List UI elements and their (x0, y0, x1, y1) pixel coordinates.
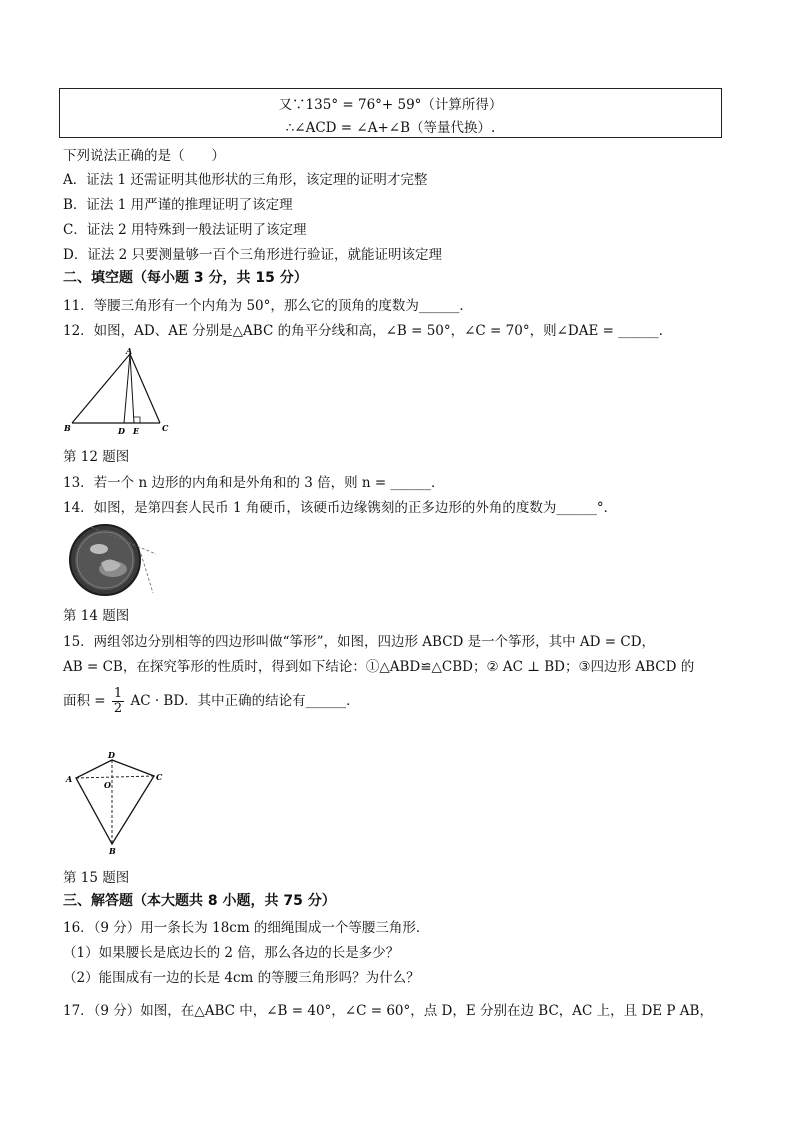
q15-label-b: B (109, 846, 116, 856)
section-2-title: 二、填空题（每小题 3 分，共 15 分） (63, 270, 308, 286)
q12-figure (62, 345, 182, 437)
q10-option-d: D．证法 2 只要测量够一百个三角形进行验证，就能证明该定理 (63, 247, 442, 263)
q12-caption: 第 12 题图 (63, 449, 130, 465)
q14-text: 14．如图，是第四套人民币 1 角硬币，该硬币边缘镌刻的正多边形的外角的度数为______°． (63, 500, 618, 516)
q10-option-c: C．证法 2 用特殊到一般法证明了该定理 (63, 222, 307, 238)
q15-caption: 第 15 题图 (63, 870, 130, 886)
q16-sub-2: （2）能围成有一边的长是 4cm 的等腰三角形吗？为什么？ (63, 970, 420, 986)
q15-label-c: C (156, 772, 163, 782)
q15-label-d: D (108, 750, 115, 760)
q15-fraction-numerator: 1 (113, 686, 123, 701)
q15-label-a: A (66, 774, 73, 784)
q15-fraction-denominator: 2 (113, 701, 123, 716)
q14-caption: 第 14 题图 (63, 608, 130, 624)
q10-option-a: A．证法 1 还需证明其他形状的三角形，该定理的证明才完整 (63, 172, 428, 188)
q12-label-b: B (64, 423, 71, 433)
section-3-title: 三、解答题（本大题共 8 小题，共 75 分） (63, 893, 336, 909)
q10-option-b: B．证法 1 用严谨的推理证明了该定理 (63, 197, 293, 213)
q16-stem: 16．（9 分）用一条长为 18cm 的细绳围成一个等腰三角形． (63, 920, 430, 936)
q12-text: 12．如图，AD、AE 分别是△ABC 的角平分线和高，∠B = 50°，∠C = 70°，则∠DAE = ______． (63, 323, 673, 339)
q12-label-c: C (162, 423, 169, 433)
q15-line-1: 15．两组邻边分别相等的四边形叫做“筝形”，如图，四边形 ABCD 是一个筝形，其中 AD = CD， (63, 634, 656, 650)
q15-line-2: AB = CB，在探究筝形的性质时，得到如下结论：①△ABD≌△CBD；② AC ⊥ BD；③四边形 ABCD 的 (63, 659, 695, 675)
proof-box (59, 88, 722, 138)
q15-line-3 (63, 687, 360, 716)
q17-text: 17．（9 分）如图，在△ABC 中，∠B = 40°，∠C = 60°，点 D，E 分别在边 BC，AC 上，且 DE P AB， (63, 1003, 713, 1019)
q12-label-a: A (126, 346, 133, 356)
q12-label-d: D (118, 426, 125, 436)
q12-label-e: E (133, 426, 140, 436)
q13-text: 13．若一个 n 边形的内角和是外角和的 3 倍，则 n = ______． (63, 475, 445, 491)
q15-fraction (112, 687, 124, 716)
q11-text: 11．等腰三角形有一个内角为 50°，那么它的顶角的度数为______． (63, 298, 473, 314)
q14-coin-image (61, 519, 159, 599)
q10-stem: 下列说法正确的是（ ） (63, 148, 225, 164)
proof-line-2: ∴∠ACD = ∠A+∠B（等量代换）. (285, 120, 496, 136)
q16-sub-1: （1）如果腰长是底边长的 2 倍，那么各边的长是多少？ (63, 945, 400, 961)
q15-figure (62, 748, 172, 858)
q15-label-o: O (104, 780, 111, 790)
q15-area-label: 面积 = (63, 693, 106, 709)
proof-line-1: 又∵135° = 76°+ 59°（计算所得） (278, 97, 503, 113)
q15-area-formula: AC · BD．其中正确的结论有______． (130, 693, 360, 709)
